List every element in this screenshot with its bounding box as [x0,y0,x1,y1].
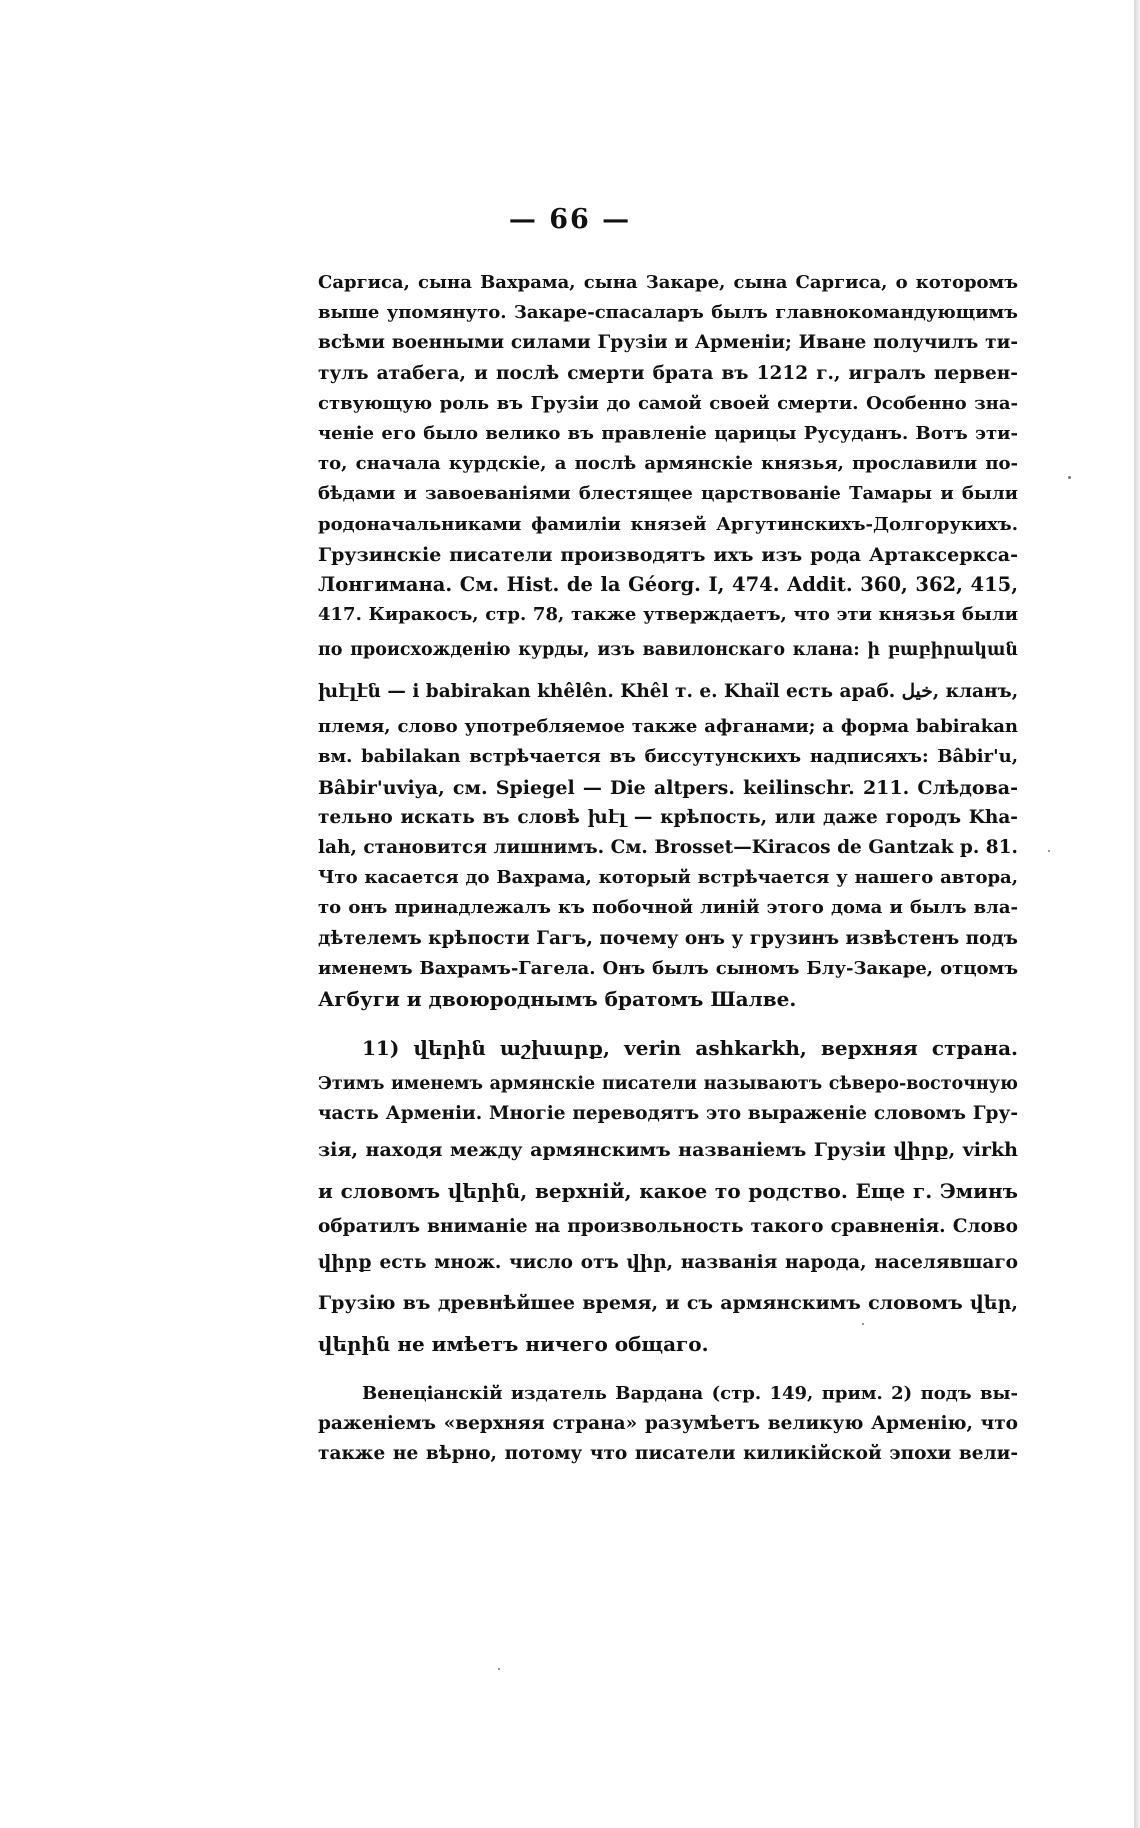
text-line: обратилъ вниманіе на произвольность такого сравненія. Слово [318,1215,1018,1237]
scan-speck [1068,476,1071,479]
text-line: выше упомянуто. Закаре-спасаларъ былъ главнокомандующимъ [318,302,1018,324]
text-line: Bâbir'uviya, см. Spiegel — Die altpers. keilinschr. 211. Слѣдова- [318,776,1018,799]
text-line: зія, находя между армянскимъ названіемъ Грузіи վիրք, virkh [318,1138,1018,1161]
paragraph-gap [318,1014,1018,1028]
paragraph-2 [318,1028,1018,1365]
text-line: тулъ атабега, и послѣ смерти брата въ 1212 г., игралъ первен- [318,362,1018,384]
text-line: часть Арменіи. Многіе переводятъ это выраженіе словомъ Гру- [318,1103,1018,1125]
body-text [318,268,1018,1469]
text-line: Этимъ именемъ армянскіе писатели называютъ сѣверо-восточную [318,1074,1018,1095]
text-line: то, сначала курдскіе, а послѣ армянскіе князья, прославили по- [318,453,1018,475]
scan-speck [1048,850,1050,852]
text-line: именемъ Вахрамъ-Гагела. Онъ былъ сыномъ Блу-Закаре, отцомъ [318,957,1018,979]
text-line: дѣтелемъ крѣпости Гагъ, почему онъ у грузинъ извѣстенъ подъ [318,927,1018,949]
page-edge [1134,0,1140,1828]
text-line: Венеціанскій издатель Вардана (стр. 149, прим. 2) подъ вы- [362,1382,1018,1404]
text-line: 417. Киракосъ, стр. 78, также утверждаетъ, что эти князья были [318,604,1018,626]
text-line: ствующую роль въ Грузіи до самой своей смерти. Особенно зна- [318,392,1018,414]
text-line: то онъ принадлежалъ къ побочной линій этого дома и былъ вла- [318,897,1018,919]
text-line: раженіемъ «верхняя страна» разумѣетъ великую Арменію, что [318,1412,1018,1434]
text-line: Что касается до Вахрама, который встрѣчается у нашего автора, [318,867,1018,889]
text-line: всѣми военными силами Грузіи и Арменіи; Иване получилъ ти- [318,332,1018,354]
text-line: вм. babilakan встрѣчается въ биссутунскихъ надписяхъ: Bâbir'u, [318,746,1018,768]
text-line: Агбуги и двоюроднымъ братомъ Шалве. [318,986,797,1011]
text-line: по происхожденію курды, изъ вавилонскаго клана: ի բաբիրական [318,640,1018,661]
text-line: Лонгимана. См. Hist. de la Géorg. I, 474. Addit. 360, 362, 415, [318,572,1018,596]
text-line: Грузинскіе писатели производятъ ихъ изъ рода Артаксеркса- [318,543,1018,566]
text-line: վիրք есть множ. число отъ վիր, названія народа, населявшаго [318,1251,1018,1273]
text-line: Грузію въ древнѣйшее время, и съ армянскимъ словомъ վեր, [318,1291,1018,1314]
page-number: — 66 — [508,204,632,235]
text-line: также не вѣрно, потому что писатели киликійской эпохи вели- [318,1443,1018,1465]
paragraph-3 [318,1379,1018,1470]
text-line: lah, становится лишнимъ. См. Brosset—Kiracos de Gantzak p. 81. [318,837,1018,858]
text-line: племя, слово употребляемое также афганами; а форма babirakan [318,716,1018,738]
text-line: бѣдами и завоеваніями блестящее царствованіе Тамары и были [318,483,1018,505]
text-line: Саргиса, сына Вахрама, сына Закаре, сына Саргиса, о которомъ [318,272,1018,293]
text-line: 11) վերին աշխարք, verin ashkarkh, верхняя страна. [362,1036,1018,1061]
paragraph-gap [318,1365,1018,1379]
text-line: и словомъ վերին, верхній, какое то родство. Еще г. Эминъ [318,1178,1018,1203]
scan-speck [498,1668,500,1670]
paragraph-1 [318,268,1018,1014]
text-line: վերին не имѣетъ ничего общаго. [318,1331,709,1356]
scan-speck [862,1323,864,1325]
text-line: тельно искать въ словѣ խէլ — крѣпость, или даже городъ Kha- [318,806,1018,828]
text-line: родоначальниками фамиліи князей Аргутинскихъ-Долгорукихъ. [318,513,1018,535]
text-line: խէլէն — i babirakan khêlên. Khêl т. е. Khaïl есть араб. خيل, кланъ, [318,681,1019,703]
text-line: ченіе его было велико въ правленіе царицы Русуданъ. Вотъ эти- [318,422,1018,444]
